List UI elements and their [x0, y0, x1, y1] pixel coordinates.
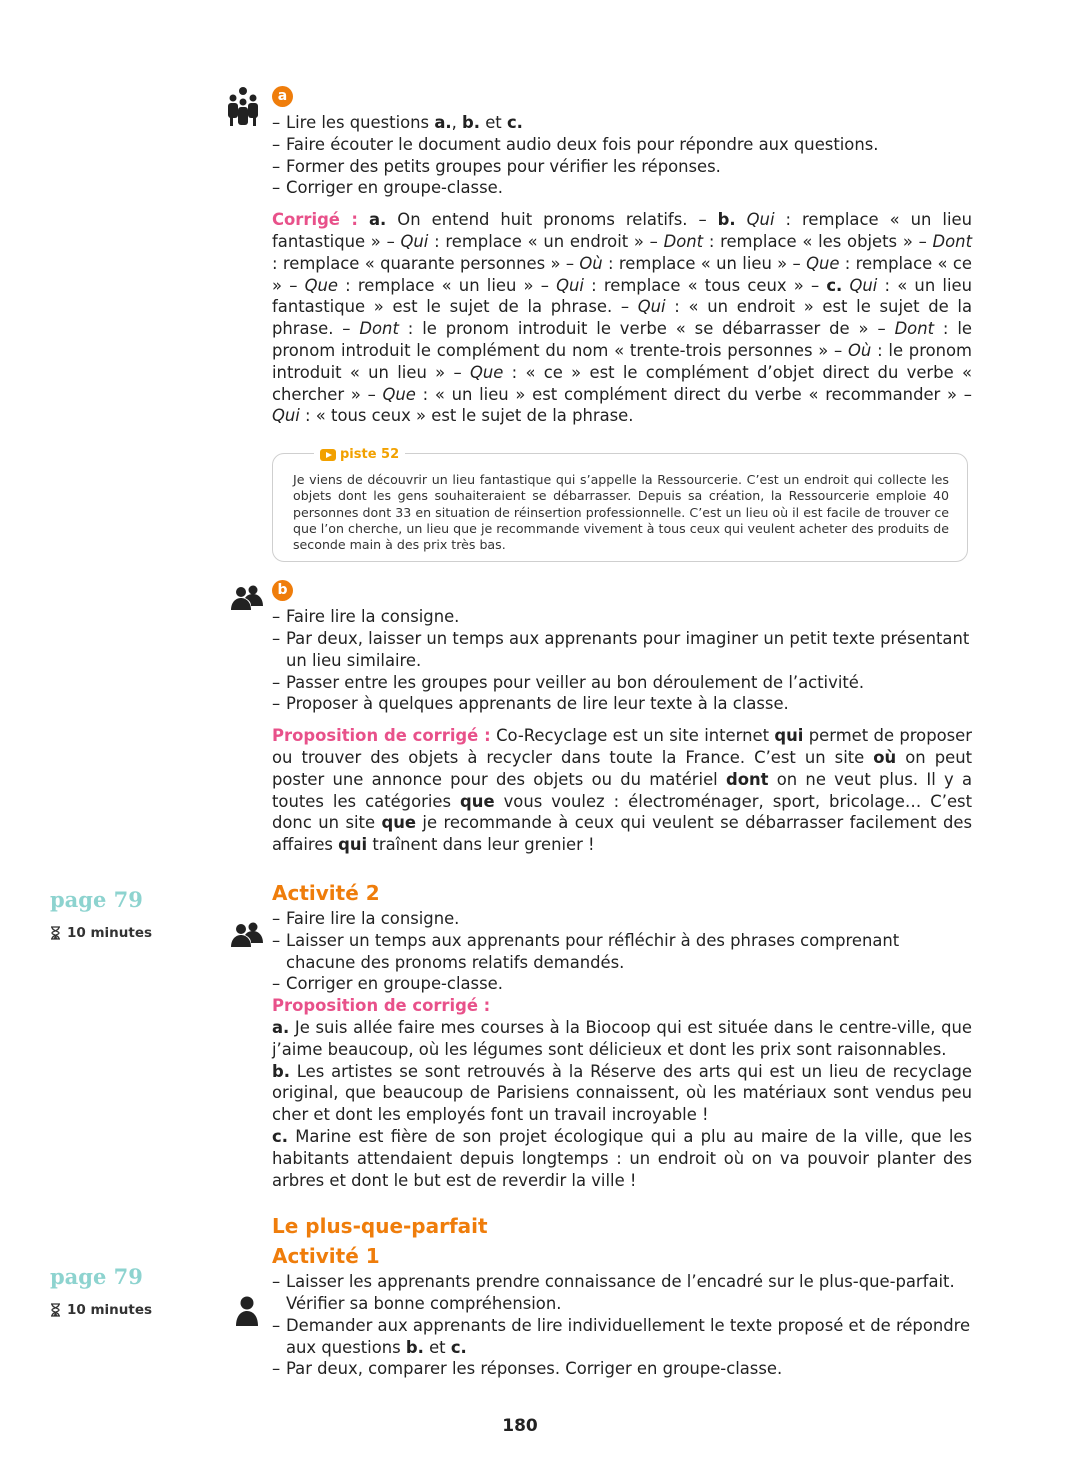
activity-2-proposal-label: Proposition de corrigé : [272, 996, 491, 1016]
list-item: – Faire lire la consigne. [272, 606, 972, 628]
list-item: – Lire les questions a., b. et c. [272, 112, 972, 134]
list-item: – Former des petits groupes pour vérifier les réponses. [272, 156, 972, 178]
play-icon [320, 449, 336, 461]
activity-1-steps [272, 1271, 972, 1380]
track-label-text: piste 52 [340, 447, 400, 463]
answer-paragraph: b. Les artistes se sont retrouvés à la Réserve des arts qui est un lieu de recyclage original, que beaucoup de Parisiens connaissent, où les matériaux sont vendus peu cher et dont les employés font un travail incroyable ! [272, 1061, 972, 1125]
section-b-steps [272, 606, 972, 715]
section-b-header [272, 578, 972, 602]
answer-paragraph: c. Marine est fière de son projet écologique qui a plu au maire de la ville, que les habitants attendaient depuis longtemps : un endroit où on va pouvoir planter des arbres et dont le but est de reverdir la ville ! [272, 1126, 972, 1190]
side-duration [50, 925, 152, 941]
hourglass-icon [50, 926, 61, 940]
list-item: – Corriger en groupe-classe. [272, 177, 972, 199]
list-item: – Demander aux apprenants de lire individuellement le texte proposé et de répondre aux questions b. et c. [272, 1315, 972, 1359]
list-item: – Faire écouter le document audio deux fois pour répondre aux questions. [272, 134, 972, 156]
list-item: – Laisser un temps aux apprenants pour réfléchir à des phrases comprenant chacune des pronoms relatifs demandés. [272, 930, 972, 974]
side-duration-text: 10 minutes [67, 925, 153, 941]
side-page-ref-2: page 79 [50, 1264, 143, 1289]
transcript: Je viens de découvrir un lieu fantastique qui s’appelle la Ressourcerie. C’est un endroit qui collecte les objets dont les gens souhaiteraient se débarrasser. Depuis sa création, la Ressourcerie emploie 40 personnes dont 33 en situation de réinsertion professionnelle. C’est un lieu où il est facile de trouver ce que l’on cherche, un lieu que je recommande vivement à tous ceux qui veulent acheter des produits de seconde main à des prix très bas. [272, 453, 968, 562]
activity-2-answers [272, 1017, 972, 1191]
class-group-icon [226, 86, 260, 128]
activity-2-steps [272, 908, 972, 995]
list-item: – Par deux, comparer les réponses. Corriger en groupe-classe. [272, 1358, 972, 1380]
pair-work-icon-2 [231, 922, 263, 948]
section-a-correction [272, 209, 972, 427]
side-duration-text-2: 10 minutes [67, 1302, 153, 1318]
list-item: – Laisser les apprenants prendre connaissance de l’encadré sur le plus-que-parfait. Vérifier sa bonne compréhension. [272, 1271, 972, 1315]
page-number: 180 [502, 1416, 538, 1436]
correction-text: a. On entend huit pronoms relatifs. – b. Qui : remplace « un lieu fantastique » – Qui : remplace « un endroit » – Dont : remplace « les objets » – Dont : remplace « quarante personnes » – Où : remplace « un lieu » – Que : remplace « ce » – Que : remplace « un lieu » – Qui : remplace « tous ceux » – c. Qui : « un lieu fantastique » est le sujet de la phrase. – Qui : « un endroit » est le sujet de la phrase. – Dont : le pronom introduit le verbe « se débarrasser de » – Dont : le pronom introduit le complément du nom « trente-trois personnes » – Où : le pronom introduit « un lieu » – Que : « ce » est le complément d’objet direct du verbe « chercher » – Que : « un lieu » est complément direct du verbe « recommander » – Qui : « tous ceux » est le sujet de la phrase. [272, 210, 973, 426]
audio-track-box [272, 447, 968, 562]
section-heading-plusqueparfait: Le plus-que-parfait [272, 1214, 488, 1239]
side-duration-2 [50, 1302, 152, 1318]
section-a-header [272, 84, 972, 108]
proposal-label: Proposition de corrigé : [272, 726, 491, 746]
list-item: – Faire lire la consigne. [272, 908, 972, 930]
activity-2-title: Activité 2 [272, 880, 380, 905]
section-b-proposal [272, 725, 972, 856]
list-item: – Passer entre les groupes pour veiller au bon déroulement de l’activité. [272, 672, 972, 694]
list-item: – Par deux, laisser un temps aux apprenants pour imaginer un petit texte présentant un lieu similaire. [272, 628, 972, 672]
section-a-badge: a [272, 86, 293, 107]
pair-work-icon [231, 585, 263, 611]
track-label [314, 444, 405, 466]
correction-label: Corrigé : [272, 210, 358, 230]
main-column [272, 84, 972, 1380]
individual-work-icon [236, 1296, 258, 1326]
answer-paragraph: a. Je suis allée faire mes courses à la Biocoop qui est située dans le centre-ville, que j’aime beaucoup, où les légumes sont délicieux et dont les prix sont raisonnables. [272, 1017, 972, 1059]
list-item: – Corriger en groupe-classe. [272, 973, 972, 995]
section-a-steps [272, 112, 972, 199]
activity-1-title: Activité 1 [272, 1244, 380, 1269]
side-page-ref: page 79 [50, 887, 143, 912]
section-b-badge: b [272, 580, 293, 601]
list-item: – Proposer à quelques apprenants de lire leur texte à la classe. [272, 693, 972, 715]
proposal-text: Co-Recyclage est un site internet qui permet de proposer ou trouver des objets à recycler dans toute la France. C’est un site où on peut poster une annonce pour des objets ou du matériel dont on ne veut plus. Il y a toutes les catégories que vous voulez : électroménager, sport, bricolage… C’est donc un site que je recommande à ceux qui veulent se débarrasser facilement des affaires qui traînent dans leur grenier ! [272, 726, 973, 855]
hourglass-icon [50, 1303, 61, 1317]
